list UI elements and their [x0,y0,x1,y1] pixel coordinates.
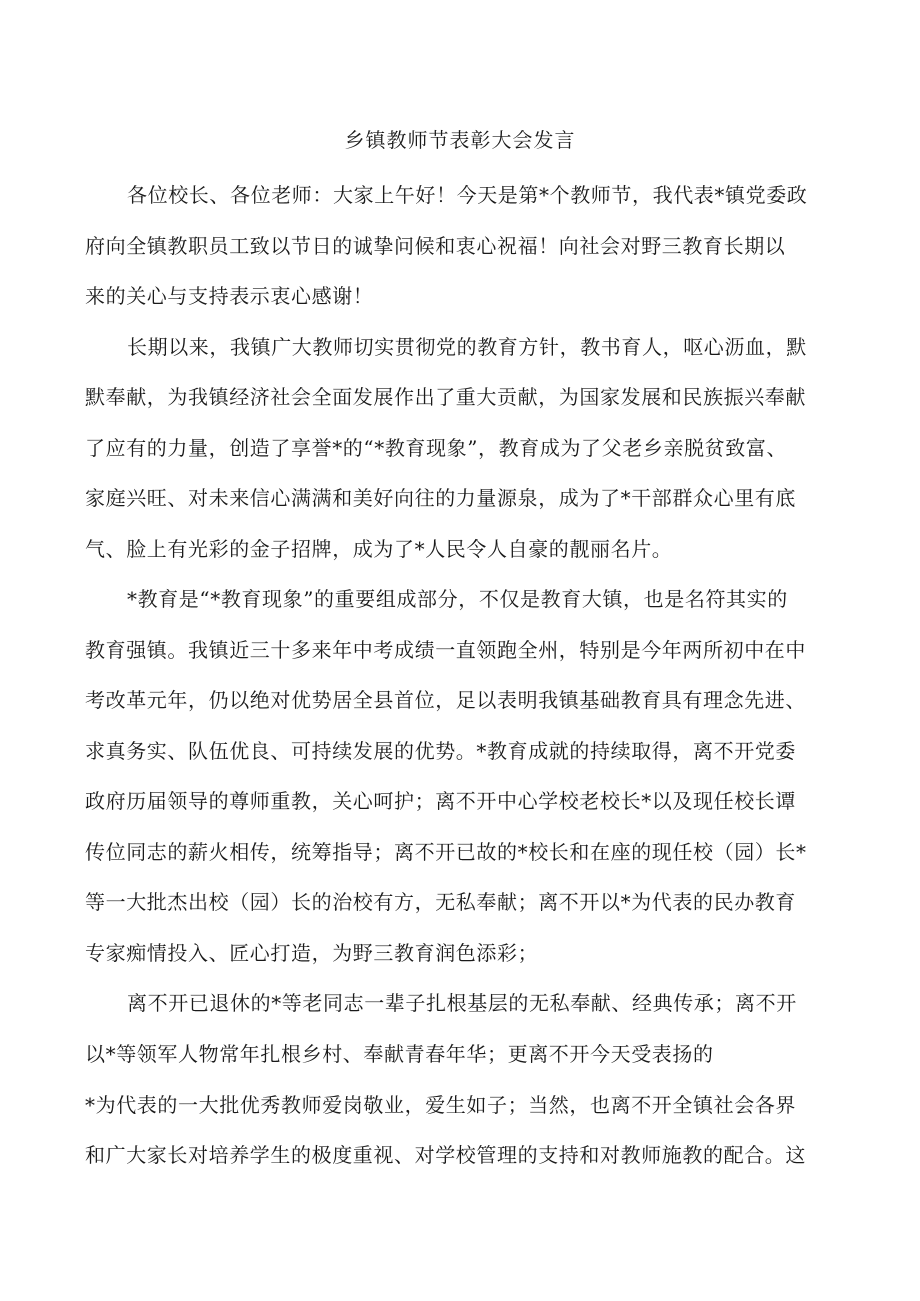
paragraph-line: 离不开已退休的*等老同志一辈子扎根基层的无私奉献、经典传承；离不开 [127,991,797,1015]
paragraph-line: 默奉献，为我镇经济社会全面发展作出了重大贡献，为国家发展和民族振兴奉献 [85,385,806,409]
paragraph-line: 了应有的力量，创造了享誉*的“*教育现象”，教育成为了父老乡亲脱贫致富、 [85,436,788,460]
paragraph-line: 府向全镇教职员工致以节日的诚挚问候和衷心祝福！向社会对野三教育长期以 [85,234,786,258]
paragraph-line: 政府历届领导的尊师重教，关心呵护；离不开中心学校老校长*以及现任校长谭 [85,789,796,813]
paragraph-line: *教育是“*教育现象”的重要组成部分，不仅是教育大镇，也是名符其实的 [127,587,788,611]
paragraph-line: 专家痴情投入、匠心打造，为野三教育润色添彩； [85,941,539,965]
paragraph-line: 传位同志的薪火相传，统筹指导；离不开已故的*校长和在座的现任校（园）长* [85,840,807,864]
paragraph-line: *为代表的一大批优秀教师爱岗敬业，爱生如子；当然，也离不开全镇社会各界 [85,1093,796,1117]
paragraph-line: 气、脸上有光彩的金子招牌，成为了*人民令人自豪的靓丽名片。 [85,537,673,561]
paragraph-line: 等一大批杰出校（园）长的治校有方，无私奉献；离不开以*为代表的民办教育 [85,890,796,914]
paragraph-line: 考改革元年，仍以绝对优势居全县首位，足以表明我镇基础教育具有理念先进、 [85,688,806,712]
paragraph-line: 以*等领军人物常年扎根乡村、奉献青春年华；更离不开今天受表扬的 [85,1042,714,1066]
document-title: 乡镇教师节表彰大会发言 [344,128,576,152]
paragraph-line: 家庭兴旺、对未来信心满满和美好向往的力量源泉，成为了*干部群众心里有底 [85,486,796,510]
paragraph-line: 教育强镇。我镇近三十多来年中考成绩一直领跑全州，特别是今年两所初中在中 [85,638,806,662]
paragraph-line: 来的关心与支持表示衷心感谢！ [85,284,374,308]
paragraph-line: 和广大家长对培养学生的极度重视、对学校管理的支持和对教师施教的配合。这 [85,1143,806,1167]
paragraph-line: 长期以来，我镇广大教师切实贯彻党的教育方针，教书育人，呕心沥血，默 [127,335,807,359]
paragraph-line: 求真务实、队伍优良、可持续发展的优势。*教育成就的持续取得，离不开党委 [85,739,796,763]
paragraph-line: 各位校长、各位老师：大家上午好！今天是第*个教师节，我代表*镇党委政 [127,183,808,207]
